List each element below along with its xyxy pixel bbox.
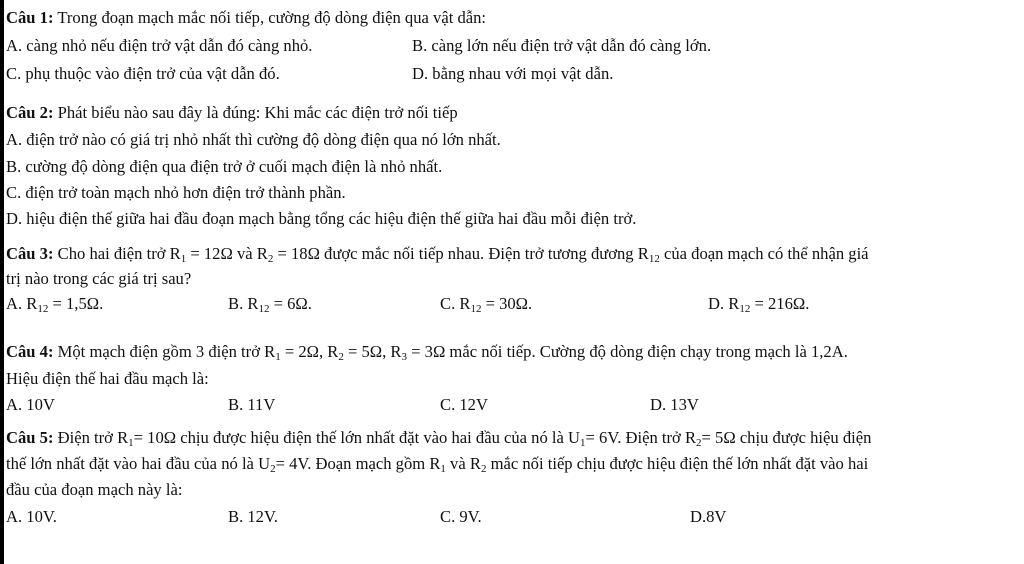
- question-5-line-2: thế lớn nhất đặt vào hai đầu của nó là $U_2= 4V$. Đoạn mạch gồm $R_1$ và $R_2$ mắc nối tiếp chịu được hiệu điện thế lớn nhất đặt vào hai: [6, 454, 869, 475]
- q2-option-d: D. hiệu điện thế giữa hai đầu đoạn mạch bằng tổng các hiệu điện thế giữa hai đầu mỗi điện trở.: [6, 209, 637, 228]
- question-4: Câu 4: Một mạch điện gồm 3 điện trở $R_1 = 2\Omega$, $R_2 = 5\Omega$, $R_3 = 3\Omega$ mắc nối tiếp. Cường độ dòng điện chạy trong mạch là 1,2A.: [6, 342, 848, 363]
- question-label: Câu 4:: [6, 342, 54, 361]
- q4-option-d: D. 13V: [650, 395, 699, 414]
- question-3-line-2: trị nào trong các giá trị sau?: [6, 269, 192, 288]
- q1-option-a: A. càng nhỏ nếu điện trở vật dẫn đó càng nhỏ.: [6, 36, 313, 55]
- q3-option-a: A. $R_{12} = 1,5\Omega$.: [6, 294, 104, 315]
- q5-option-a: A. 10V.: [6, 507, 57, 526]
- left-edge-bar: [0, 0, 4, 564]
- q2-option-c: C. điện trở toàn mạch nhỏ hơn điện trở thành phần.: [6, 183, 346, 202]
- question-label: Câu 3:: [6, 244, 54, 263]
- question-4-line-2: Hiệu điện thế hai đầu mạch là:: [6, 369, 209, 388]
- q2-option-a: A. điện trở nào có giá trị nhỏ nhất thì cường độ dòng điện qua nó lớn nhất.: [6, 130, 501, 149]
- q4-option-b: B. 11V: [228, 395, 276, 414]
- question-5-line-3: đầu của đoạn mạch này là:: [6, 480, 183, 499]
- q1-option-c: C. phụ thuộc vào điện trở của vật dẫn đó.: [6, 64, 280, 83]
- question-5: Câu 5: Điện trở $R_1= 10\Omega$ chịu được hiệu điện thế lớn nhất đặt vào hai đầu của nó là $U_1= 6V$. Điện trở $R_2= 5\Omega$ chịu được hiệu điện: [6, 428, 872, 449]
- q5-option-d: D.8V: [690, 507, 727, 526]
- question-3: Câu 3: Cho hai điện trở $R_1 = 12\Omega$ và $R_2 = 18\Omega$ được mắc nối tiếp nhau. Điện trở tương đương $R_{12}$ của đoạn mạch có thể nhận giá: [6, 244, 869, 265]
- q2-option-b: B. cường độ dòng điện qua điện trở ở cuối mạch điện là nhỏ nhất.: [6, 157, 443, 176]
- q3-option-c: C. $R_{12} = 30\Omega$.: [440, 294, 533, 315]
- q4-option-a: A. 10V: [6, 395, 55, 414]
- q3-option-b: B. $R_{12} = 6\Omega$.: [228, 294, 312, 315]
- q3-option-d: D. $R_{12} = 216\Omega$.: [708, 294, 810, 315]
- q1-option-d: D. bằng nhau với mọi vật dẫn.: [412, 64, 614, 83]
- question-text: Trong đoạn mạch mắc nối tiếp, cường độ dòng điện qua vật dẫn:: [53, 8, 487, 27]
- q4-option-c: C. 12V: [440, 395, 488, 414]
- q5-option-b: B. 12V.: [228, 507, 278, 526]
- question-2: [6, 103, 458, 123]
- question-label: Câu 2:: [6, 103, 54, 122]
- question-1: [6, 8, 486, 28]
- question-label: Câu 1:: [6, 8, 54, 27]
- question-label: Câu 5:: [6, 428, 54, 447]
- q5-option-c: C. 9V.: [440, 507, 482, 526]
- question-text: Phát biểu nào sau đây là đúng: Khi mắc các điện trở nối tiếp: [53, 103, 458, 122]
- q1-option-b: B. càng lớn nếu điện trở vật dẫn đó càng lớn.: [412, 36, 712, 55]
